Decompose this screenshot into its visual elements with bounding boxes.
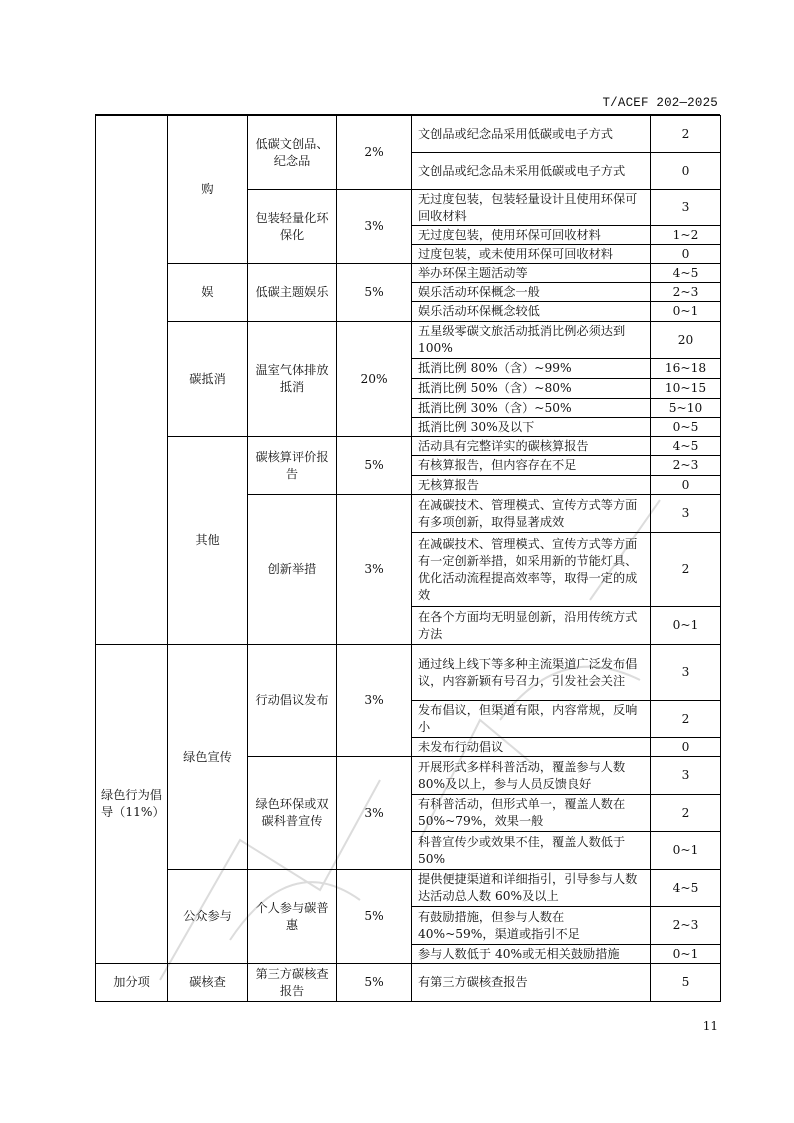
score-cell: 0 — [651, 476, 721, 495]
score-cell: 0~1 — [651, 607, 721, 645]
item-name-cell: 温室气体排放抵消 — [248, 322, 337, 437]
criteria-cell: 未发布行动倡议 — [412, 738, 651, 757]
score-cell: 3 — [651, 757, 721, 795]
criteria-cell: 五星级零碳文旅活动抵消比例必须达到 100% — [412, 322, 651, 359]
page-number: 11 — [702, 1019, 718, 1033]
criteria-cell: 开展形式多样科普活动，覆盖参与人数 80%及以上，参与人员反馈良好 — [412, 757, 651, 795]
score-cell: 5 — [651, 964, 721, 1002]
weight-cell: 5% — [337, 870, 412, 964]
score-cell: 5~10 — [651, 399, 721, 418]
criteria-cell: 通过线上线下等多种主流渠道广泛发布倡议，内容新颖有号召力，引发社会关注 — [412, 645, 651, 701]
item-name-cell: 低碳主题娱乐 — [248, 264, 337, 322]
score-cell: 2 — [651, 533, 721, 607]
table-row — [96, 322, 721, 359]
item-name-cell: 行动倡议发布 — [248, 645, 337, 757]
subcategory-cell: 购 — [168, 116, 248, 264]
item-name-cell: 创新举措 — [248, 495, 337, 645]
weight-cell: 3% — [337, 645, 412, 757]
criteria-cell: 活动具有完整详实的碳核算报告 — [412, 437, 651, 456]
criteria-cell: 发布倡议，但渠道有限，内容常规，反响小 — [412, 701, 651, 738]
weight-cell: 5% — [337, 264, 412, 322]
weight-cell: 3% — [337, 190, 412, 264]
score-cell: 3 — [651, 495, 721, 533]
table-row — [96, 964, 721, 1002]
criteria-cell: 在减碳技术、管理模式、宣传方式等方面有多项创新，取得显著成效 — [412, 495, 651, 533]
score-cell: 2~3 — [651, 456, 721, 476]
subcategory-cell: 娱 — [168, 264, 248, 322]
criteria-cell: 无过度包装，包装轻量设计且使用环保可回收材料 — [412, 190, 651, 226]
score-cell: 20 — [651, 322, 721, 359]
criteria-cell: 抵消比例 50%（含）~80% — [412, 379, 651, 399]
weight-cell: 3% — [337, 757, 412, 870]
criteria-cell: 无过度包装，使用环保可回收材料 — [412, 226, 651, 245]
score-cell: 2~3 — [651, 283, 721, 302]
weight-cell: 3% — [337, 495, 412, 645]
criteria-cell: 科普宣传少或效果不佳，覆盖人数低于 50% — [412, 832, 651, 870]
evaluation-table — [95, 115, 721, 1002]
criteria-cell: 举办环保主题活动等 — [412, 264, 651, 283]
criteria-cell: 有核算报告，但内容存在不足 — [412, 456, 651, 476]
subcategory-cell: 碳核查 — [168, 964, 248, 1002]
document-code: T/ACEF 202—2025 — [602, 96, 718, 110]
criteria-cell: 过度包装，或未使用环保可回收材料 — [412, 245, 651, 264]
criteria-cell: 文创品或纪念品采用低碳或电子方式 — [412, 116, 651, 153]
weight-cell: 5% — [337, 964, 412, 1002]
table-row — [96, 870, 721, 907]
criteria-cell: 在减碳技术、管理模式、宣传方式等方面有一定创新举措，如采用新的节能灯具、优化活动流程提高效率等，取得一定的成效 — [412, 533, 651, 607]
criteria-cell: 有鼓励措施，但参与人数在 40%~59%，渠道或指引不足 — [412, 907, 651, 945]
score-cell: 0 — [651, 245, 721, 264]
score-cell: 2 — [651, 795, 721, 832]
score-cell: 3 — [651, 190, 721, 226]
criteria-cell: 娱乐活动环保概念一般 — [412, 283, 651, 302]
score-cell: 4~5 — [651, 870, 721, 907]
subcategory-cell: 其他 — [168, 437, 248, 645]
criteria-cell: 有第三方碳核查报告 — [412, 964, 651, 1002]
score-cell: 4~5 — [651, 437, 721, 456]
score-cell: 2 — [651, 701, 721, 738]
score-cell: 1~2 — [651, 226, 721, 245]
table-row — [96, 645, 721, 701]
score-cell: 16~18 — [651, 359, 721, 379]
criteria-cell: 抵消比例 80%（含）~99% — [412, 359, 651, 379]
subcategory-cell: 公众参与 — [168, 870, 248, 964]
weight-cell: 2% — [337, 116, 412, 190]
subcategory-cell: 碳抵消 — [168, 322, 248, 437]
criteria-cell: 文创品或纪念品未采用低碳或电子方式 — [412, 153, 651, 190]
score-cell: 10~15 — [651, 379, 721, 399]
category-cell: 绿色行为倡导（11%） — [96, 645, 168, 964]
criteria-cell: 有科普活动，但形式单一，覆盖人数在 50%~79%，效果一般 — [412, 795, 651, 832]
table-row — [96, 116, 721, 153]
item-name-cell: 碳核算评价报告 — [248, 437, 337, 495]
score-cell: 3 — [651, 645, 721, 701]
criteria-cell: 娱乐活动环保概念较低 — [412, 302, 651, 322]
table-row — [96, 437, 721, 456]
criteria-cell: 参与人数低于 40%或无相关鼓励措施 — [412, 945, 651, 964]
criteria-cell: 无核算报告 — [412, 476, 651, 495]
score-cell: 0 — [651, 738, 721, 757]
criteria-cell: 提供便捷渠道和详细指引，引导参与人数达活动总人数 60%及以上 — [412, 870, 651, 907]
item-name-cell: 低碳文创品、纪念品 — [248, 116, 337, 190]
weight-cell: 20% — [337, 322, 412, 437]
score-cell: 2 — [651, 116, 721, 153]
criteria-cell: 抵消比例 30%及以下 — [412, 418, 651, 437]
item-name-cell: 绿色环保或双碳科普宣传 — [248, 757, 337, 870]
score-cell: 2~3 — [651, 907, 721, 945]
category-cell — [96, 116, 168, 645]
score-cell: 0~5 — [651, 418, 721, 437]
item-name-cell: 个人参与碳普惠 — [248, 870, 337, 964]
item-name-cell: 第三方碳核查报告 — [248, 964, 337, 1002]
criteria-cell: 在各个方面均无明显创新，沿用传统方式方法 — [412, 607, 651, 645]
table-row — [96, 264, 721, 283]
category-cell: 加分项 — [96, 964, 168, 1002]
criteria-cell: 抵消比例 30%（含）~50% — [412, 399, 651, 418]
score-cell: 0~1 — [651, 302, 721, 322]
score-cell: 0~1 — [651, 945, 721, 964]
item-name-cell: 包装轻量化环保化 — [248, 190, 337, 264]
score-cell: 4~5 — [651, 264, 721, 283]
subcategory-cell: 绿色宣传 — [168, 645, 248, 870]
score-cell: 0~1 — [651, 832, 721, 870]
score-cell: 0 — [651, 153, 721, 190]
weight-cell: 5% — [337, 437, 412, 495]
